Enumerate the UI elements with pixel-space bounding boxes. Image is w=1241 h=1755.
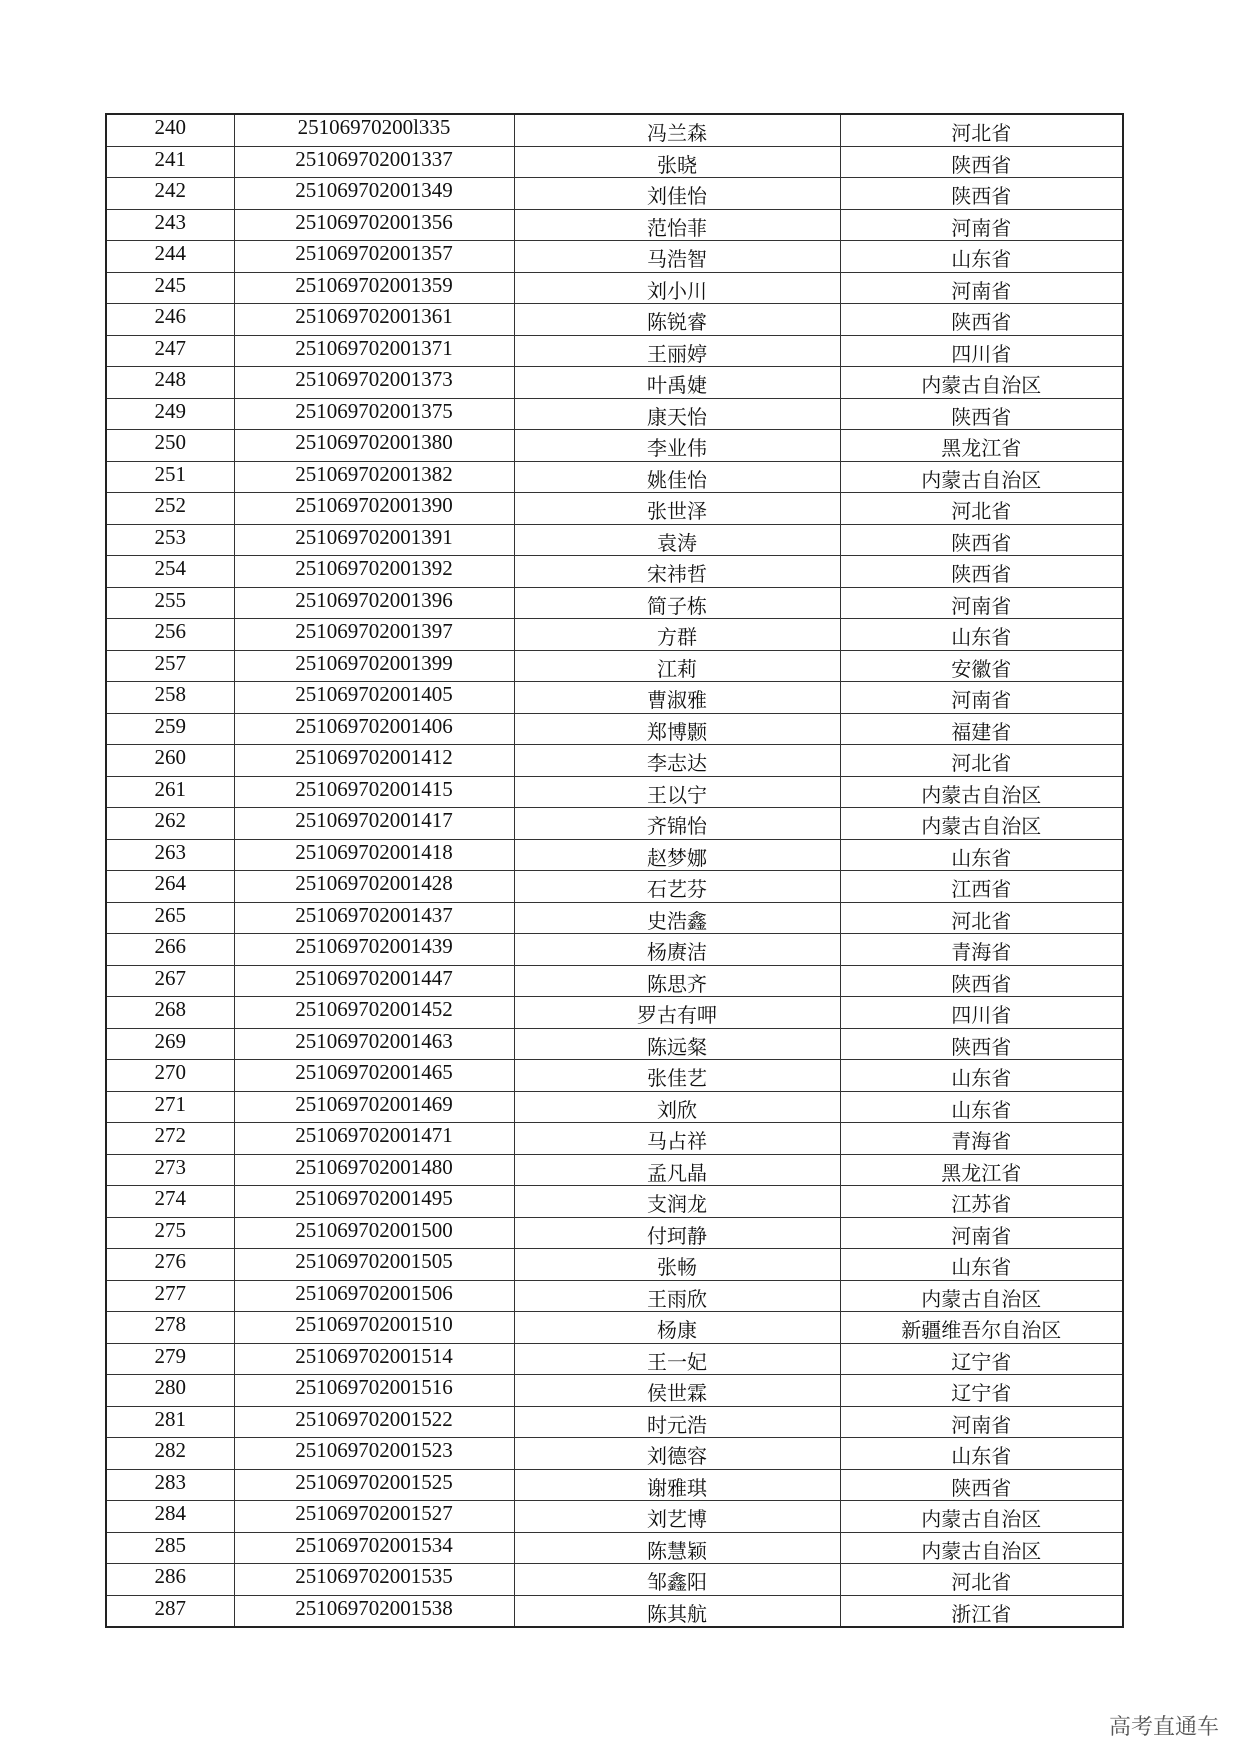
table-row xyxy=(106,965,1123,997)
name-cell: 陈其航 xyxy=(514,1595,840,1627)
province-cell: 青海省 xyxy=(840,1123,1123,1155)
row-number-cell: 269 xyxy=(106,1028,234,1060)
exam-id-cell: 251069702001447 xyxy=(234,965,514,997)
exam-id-cell: 251069702001405 xyxy=(234,682,514,714)
row-number-cell: 249 xyxy=(106,398,234,430)
row-number-cell: 256 xyxy=(106,619,234,651)
table-row xyxy=(106,304,1123,336)
exam-id-cell: 251069702001391 xyxy=(234,524,514,556)
table-row xyxy=(106,839,1123,871)
name-cell: 付珂静 xyxy=(514,1217,840,1249)
province-cell: 山东省 xyxy=(840,619,1123,651)
exam-id-cell: 251069702001349 xyxy=(234,178,514,210)
name-cell: 江莉 xyxy=(514,650,840,682)
exam-id-cell: 251069702001471 xyxy=(234,1123,514,1155)
province-cell: 山东省 xyxy=(840,1249,1123,1281)
province-cell: 山东省 xyxy=(840,241,1123,273)
name-cell: 陈锐睿 xyxy=(514,304,840,336)
row-number-cell: 276 xyxy=(106,1249,234,1281)
table-row xyxy=(106,430,1123,462)
row-number-cell: 261 xyxy=(106,776,234,808)
exam-id-cell: 251069702001397 xyxy=(234,619,514,651)
table-row xyxy=(106,178,1123,210)
name-cell: 张晓 xyxy=(514,146,840,178)
table-row xyxy=(106,871,1123,903)
row-number-cell: 257 xyxy=(106,650,234,682)
row-number-cell: 260 xyxy=(106,745,234,777)
name-cell: 李业伟 xyxy=(514,430,840,462)
name-cell: 简子栋 xyxy=(514,587,840,619)
exam-id-cell: 251069702001357 xyxy=(234,241,514,273)
province-cell: 浙江省 xyxy=(840,1595,1123,1627)
name-cell: 谢雅琪 xyxy=(514,1469,840,1501)
table-row xyxy=(106,650,1123,682)
name-cell: 郑博颢 xyxy=(514,713,840,745)
table-row xyxy=(106,1438,1123,1470)
name-cell: 齐锦怡 xyxy=(514,808,840,840)
row-number-cell: 243 xyxy=(106,209,234,241)
province-cell: 陕西省 xyxy=(840,1469,1123,1501)
exam-id-cell: 251069702001527 xyxy=(234,1501,514,1533)
province-cell: 安徽省 xyxy=(840,650,1123,682)
name-cell: 罗古有呷 xyxy=(514,997,840,1029)
row-number-cell: 251 xyxy=(106,461,234,493)
exam-id-cell: 251069702001516 xyxy=(234,1375,514,1407)
exam-id-cell: 251069702001534 xyxy=(234,1532,514,1564)
name-cell: 马占祥 xyxy=(514,1123,840,1155)
table-row xyxy=(106,398,1123,430)
province-cell: 陕西省 xyxy=(840,965,1123,997)
name-cell: 王丽婷 xyxy=(514,335,840,367)
exam-id-cell: 251069702001510 xyxy=(234,1312,514,1344)
exam-id-cell: 251069702001371 xyxy=(234,335,514,367)
table-row xyxy=(106,713,1123,745)
name-cell: 康天怡 xyxy=(514,398,840,430)
exam-id-cell: 251069702001428 xyxy=(234,871,514,903)
province-cell: 新疆维吾尔自治区 xyxy=(840,1312,1123,1344)
name-cell: 李志达 xyxy=(514,745,840,777)
exam-id-cell: 251069702001538 xyxy=(234,1595,514,1627)
row-number-cell: 247 xyxy=(106,335,234,367)
table-row xyxy=(106,1469,1123,1501)
table-row xyxy=(106,902,1123,934)
province-cell: 内蒙古自治区 xyxy=(840,1501,1123,1533)
table-row xyxy=(106,1028,1123,1060)
name-cell: 刘佳怡 xyxy=(514,178,840,210)
name-cell: 刘德容 xyxy=(514,1438,840,1470)
name-cell: 王以宁 xyxy=(514,776,840,808)
table-row xyxy=(106,1249,1123,1281)
watermark: 高考直通车 xyxy=(1108,1715,1219,1740)
table-row xyxy=(106,1123,1123,1155)
table-row xyxy=(106,209,1123,241)
name-cell: 方群 xyxy=(514,619,840,651)
name-cell: 陈思齐 xyxy=(514,965,840,997)
exam-id-cell: 251069702001417 xyxy=(234,808,514,840)
row-number-cell: 241 xyxy=(106,146,234,178)
exam-id-cell: 251069702001505 xyxy=(234,1249,514,1281)
row-number-cell: 287 xyxy=(106,1595,234,1627)
table-row xyxy=(106,114,1123,146)
row-number-cell: 262 xyxy=(106,808,234,840)
exam-id-cell: 251069702001392 xyxy=(234,556,514,588)
name-cell: 叶禹婕 xyxy=(514,367,840,399)
row-number-cell: 246 xyxy=(106,304,234,336)
exam-id-cell: 251069702001465 xyxy=(234,1060,514,1092)
row-number-cell: 263 xyxy=(106,839,234,871)
province-cell: 内蒙古自治区 xyxy=(840,1280,1123,1312)
table-row xyxy=(106,1532,1123,1564)
row-number-cell: 273 xyxy=(106,1154,234,1186)
name-cell: 冯兰森 xyxy=(514,114,840,146)
exam-id-cell: 251069702001382 xyxy=(234,461,514,493)
row-number-cell: 274 xyxy=(106,1186,234,1218)
name-cell: 邹鑫阳 xyxy=(514,1564,840,1596)
table-row xyxy=(106,776,1123,808)
exam-id-cell: 251069702001514 xyxy=(234,1343,514,1375)
table-row xyxy=(106,1564,1123,1596)
province-cell: 黑龙江省 xyxy=(840,1154,1123,1186)
name-cell: 赵梦娜 xyxy=(514,839,840,871)
name-cell: 范怡菲 xyxy=(514,209,840,241)
province-cell: 福建省 xyxy=(840,713,1123,745)
name-cell: 杨赓洁 xyxy=(514,934,840,966)
name-cell: 陈慧颖 xyxy=(514,1532,840,1564)
province-cell: 山东省 xyxy=(840,1438,1123,1470)
exam-id-cell: 251069702001412 xyxy=(234,745,514,777)
name-cell: 孟凡晶 xyxy=(514,1154,840,1186)
province-cell: 陕西省 xyxy=(840,178,1123,210)
exam-id-cell: 251069702001437 xyxy=(234,902,514,934)
exam-id-cell: 251069702001480 xyxy=(234,1154,514,1186)
table-body xyxy=(106,114,1123,1627)
province-cell: 辽宁省 xyxy=(840,1343,1123,1375)
name-cell: 陈远粲 xyxy=(514,1028,840,1060)
name-cell: 支润龙 xyxy=(514,1186,840,1218)
province-cell: 四川省 xyxy=(840,335,1123,367)
table-row xyxy=(106,272,1123,304)
province-cell: 河南省 xyxy=(840,1406,1123,1438)
province-cell: 山东省 xyxy=(840,839,1123,871)
row-number-cell: 283 xyxy=(106,1469,234,1501)
row-number-cell: 286 xyxy=(106,1564,234,1596)
table-row xyxy=(106,1595,1123,1627)
row-number-cell: 282 xyxy=(106,1438,234,1470)
name-cell: 马浩智 xyxy=(514,241,840,273)
row-number-cell: 271 xyxy=(106,1091,234,1123)
exam-id-cell: 251069702001396 xyxy=(234,587,514,619)
table-row xyxy=(106,587,1123,619)
province-cell: 内蒙古自治区 xyxy=(840,367,1123,399)
exam-id-cell: 251069702001523 xyxy=(234,1438,514,1470)
row-number-cell: 270 xyxy=(106,1060,234,1092)
province-cell: 黑龙江省 xyxy=(840,430,1123,462)
exam-id-cell: 251069702001506 xyxy=(234,1280,514,1312)
table-row xyxy=(106,146,1123,178)
row-number-cell: 278 xyxy=(106,1312,234,1344)
exam-id-cell: 251069702001375 xyxy=(234,398,514,430)
exam-id-cell: 251069702001469 xyxy=(234,1091,514,1123)
province-cell: 陕西省 xyxy=(840,398,1123,430)
table-row xyxy=(106,1186,1123,1218)
exam-id-cell: 251069702001399 xyxy=(234,650,514,682)
exam-id-cell: 251069702001415 xyxy=(234,776,514,808)
table-row xyxy=(106,1375,1123,1407)
name-cell: 杨康 xyxy=(514,1312,840,1344)
table-row xyxy=(106,1343,1123,1375)
province-cell: 内蒙古自治区 xyxy=(840,461,1123,493)
province-cell: 陕西省 xyxy=(840,304,1123,336)
exam-id-cell: 251069702001500 xyxy=(234,1217,514,1249)
exam-id-cell: 251069702001337 xyxy=(234,146,514,178)
row-number-cell: 280 xyxy=(106,1375,234,1407)
exam-id-cell: 251069702001406 xyxy=(234,713,514,745)
province-cell: 河南省 xyxy=(840,587,1123,619)
table-row xyxy=(106,461,1123,493)
province-cell: 辽宁省 xyxy=(840,1375,1123,1407)
row-number-cell: 254 xyxy=(106,556,234,588)
table-row xyxy=(106,1312,1123,1344)
exam-id-cell: 251069702001380 xyxy=(234,430,514,462)
table-row xyxy=(106,1091,1123,1123)
name-cell: 曹淑雅 xyxy=(514,682,840,714)
name-cell: 宋祎哲 xyxy=(514,556,840,588)
name-cell: 张佳艺 xyxy=(514,1060,840,1092)
row-number-cell: 265 xyxy=(106,902,234,934)
row-number-cell: 285 xyxy=(106,1532,234,1564)
exam-id-cell: 251069702001535 xyxy=(234,1564,514,1596)
table-row xyxy=(106,556,1123,588)
row-number-cell: 275 xyxy=(106,1217,234,1249)
province-cell: 山东省 xyxy=(840,1060,1123,1092)
exam-id-cell: 251069702001495 xyxy=(234,1186,514,1218)
province-cell: 陕西省 xyxy=(840,146,1123,178)
exam-id-cell: 251069702001373 xyxy=(234,367,514,399)
name-cell: 刘艺博 xyxy=(514,1501,840,1533)
row-number-cell: 277 xyxy=(106,1280,234,1312)
row-number-cell: 268 xyxy=(106,997,234,1029)
name-cell: 张世泽 xyxy=(514,493,840,525)
province-cell: 河南省 xyxy=(840,682,1123,714)
name-cell: 史浩鑫 xyxy=(514,902,840,934)
exam-id-cell: 251069702001361 xyxy=(234,304,514,336)
exam-id-cell: 251069702001452 xyxy=(234,997,514,1029)
table-row xyxy=(106,682,1123,714)
table-row xyxy=(106,1280,1123,1312)
exam-id-cell: 251069702001525 xyxy=(234,1469,514,1501)
name-cell: 张畅 xyxy=(514,1249,840,1281)
exam-id-cell: 251069702001439 xyxy=(234,934,514,966)
province-cell: 江苏省 xyxy=(840,1186,1123,1218)
province-cell: 内蒙古自治区 xyxy=(840,808,1123,840)
row-number-cell: 259 xyxy=(106,713,234,745)
province-cell: 河北省 xyxy=(840,493,1123,525)
province-cell: 陕西省 xyxy=(840,556,1123,588)
name-cell: 刘欣 xyxy=(514,1091,840,1123)
row-number-cell: 284 xyxy=(106,1501,234,1533)
province-cell: 四川省 xyxy=(840,997,1123,1029)
province-cell: 青海省 xyxy=(840,934,1123,966)
exam-id-cell: 25106970200l335 xyxy=(234,114,514,146)
student-list-table xyxy=(105,113,1124,1628)
name-cell: 王一妃 xyxy=(514,1343,840,1375)
name-cell: 刘小川 xyxy=(514,272,840,304)
row-number-cell: 240 xyxy=(106,114,234,146)
table-row xyxy=(106,1154,1123,1186)
province-cell: 内蒙古自治区 xyxy=(840,1532,1123,1564)
province-cell: 河南省 xyxy=(840,209,1123,241)
table-row xyxy=(106,335,1123,367)
province-cell: 河北省 xyxy=(840,902,1123,934)
province-cell: 陕西省 xyxy=(840,524,1123,556)
table-row xyxy=(106,619,1123,651)
province-cell: 内蒙古自治区 xyxy=(840,776,1123,808)
table-row xyxy=(106,1060,1123,1092)
name-cell: 姚佳怡 xyxy=(514,461,840,493)
row-number-cell: 248 xyxy=(106,367,234,399)
province-cell: 河南省 xyxy=(840,272,1123,304)
row-number-cell: 272 xyxy=(106,1123,234,1155)
row-number-cell: 266 xyxy=(106,934,234,966)
row-number-cell: 250 xyxy=(106,430,234,462)
name-cell: 时元浩 xyxy=(514,1406,840,1438)
exam-id-cell: 251069702001359 xyxy=(234,272,514,304)
province-cell: 河北省 xyxy=(840,745,1123,777)
province-cell: 陕西省 xyxy=(840,1028,1123,1060)
table-row xyxy=(106,1217,1123,1249)
name-cell: 石艺芬 xyxy=(514,871,840,903)
row-number-cell: 252 xyxy=(106,493,234,525)
province-cell: 江西省 xyxy=(840,871,1123,903)
row-number-cell: 244 xyxy=(106,241,234,273)
row-number-cell: 264 xyxy=(106,871,234,903)
province-cell: 河北省 xyxy=(840,114,1123,146)
table-row xyxy=(106,367,1123,399)
table-row xyxy=(106,934,1123,966)
row-number-cell: 245 xyxy=(106,272,234,304)
name-cell: 袁涛 xyxy=(514,524,840,556)
table-row xyxy=(106,241,1123,273)
row-number-cell: 253 xyxy=(106,524,234,556)
row-number-cell: 242 xyxy=(106,178,234,210)
province-cell: 河北省 xyxy=(840,1564,1123,1596)
table-row xyxy=(106,524,1123,556)
province-cell: 河南省 xyxy=(840,1217,1123,1249)
province-cell: 山东省 xyxy=(840,1091,1123,1123)
table-row xyxy=(106,997,1123,1029)
exam-id-cell: 251069702001522 xyxy=(234,1406,514,1438)
row-number-cell: 255 xyxy=(106,587,234,619)
table-row xyxy=(106,1501,1123,1533)
row-number-cell: 267 xyxy=(106,965,234,997)
row-number-cell: 279 xyxy=(106,1343,234,1375)
name-cell: 王雨欣 xyxy=(514,1280,840,1312)
exam-id-cell: 251069702001463 xyxy=(234,1028,514,1060)
exam-id-cell: 251069702001356 xyxy=(234,209,514,241)
table-row xyxy=(106,493,1123,525)
exam-id-cell: 251069702001390 xyxy=(234,493,514,525)
row-number-cell: 281 xyxy=(106,1406,234,1438)
name-cell: 侯世霖 xyxy=(514,1375,840,1407)
exam-id-cell: 251069702001418 xyxy=(234,839,514,871)
row-number-cell: 258 xyxy=(106,682,234,714)
table-row xyxy=(106,1406,1123,1438)
table-row xyxy=(106,808,1123,840)
table-row xyxy=(106,745,1123,777)
